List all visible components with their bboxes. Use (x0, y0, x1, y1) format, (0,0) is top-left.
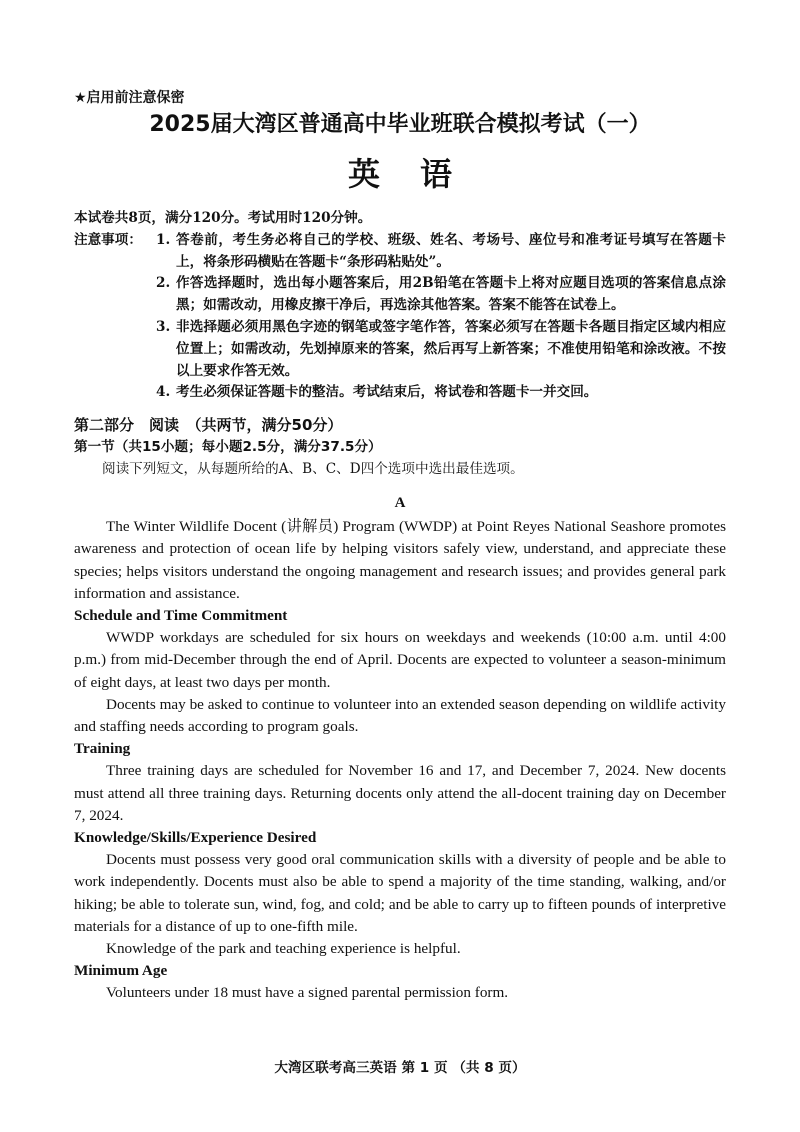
notice-list (156, 230, 726, 404)
training-paragraph: Three training days are scheduled for November 16 and 17, and December 7, 2024. New docents must attend all three training days. Returning docents only attend the all-docent training day on December 7, 2024. (74, 762, 726, 824)
section-heading: 第一节（共15小题；每小题2.5分，满分37.5分） (74, 439, 382, 456)
passage-intro: The Winter Wildlife Docent (讲解员) Program (WWDP) at Point Reyes National Seashore promotes awareness and protection of ocean life by helping visitors safely view, understand, and appreciate these species; helps visitors understand the ongoing management and research issues; and provides general park information and assistance. (74, 518, 726, 602)
confidential-mark: ★启用前注意保密 (74, 90, 185, 106)
notice-item (156, 230, 726, 274)
notice-number: 4. (156, 384, 171, 401)
notice-text: 作答选择题时，选出每小题答案后，用2B铅笔在答题卡上将对应题目选项的答案信息点涂黑；如需改动，用橡皮擦干净后，再选涂其他答案。答案不能答在试卷上。 (176, 275, 726, 314)
exam-title: 2025届大湾区普通高中毕业班联合模拟考试（一） (149, 112, 651, 137)
notice-number: 2. (156, 275, 171, 292)
schedule-paragraph-1: WWDP workdays are scheduled for six hours on weekdays and weekends (10:00 a.m. until 4:00 p.m.) from mid-December through the end of April. Docents are expected to volunteer a season-minimum of eight days, at least two days per month. (74, 629, 726, 691)
passage-letter: A (394, 495, 406, 512)
page-footer: 大湾区联考高三英语 第 1 页 （共 8 页） (274, 1060, 526, 1076)
subject-title: 英语 (347, 155, 492, 193)
notice-item (156, 273, 726, 317)
exam-instructions (74, 208, 726, 404)
schedule-heading: Schedule and Time Commitment (74, 606, 288, 624)
age-heading: Minimum Age (74, 962, 168, 980)
knowledge-paragraph-2: Knowledge of the park and teaching experience is helpful. (106, 940, 461, 958)
schedule-paragraph-2: Docents may be asked to continue to volunteer into an extended season depending on wildlife activity and staffing needs according to program goals. (74, 695, 726, 735)
notice-item (156, 382, 726, 404)
notice-text: 非选择题必须用黑色字迹的钢笔或签字笔作答，答案必须写在答题卡各题目指定区域内相应位置上；如需改动，先划掉原来的答案，然后再写上新答案；不准使用铅笔和涂改液。不按以上要求作答无效。 (176, 318, 726, 379)
notice-block (74, 230, 726, 404)
reading-instruction: 阅读下列短文，从每题所给的A、B、C、D四个选项中选出最佳选项。 (102, 461, 524, 478)
notice-label: 注意事项： (74, 231, 142, 248)
training-heading: Training (74, 740, 131, 758)
reading-passage (74, 516, 726, 1004)
knowledge-paragraph-1: Docents must possess very good oral communication skills with a diversity of people and be able to work independently. Docents must also be able to spend a majority of the time standing, walking, and/or hiking; be able to tolerate sun, wind, fog, and cold; and be able to carry up to fifteen pounds of interpretive materials for a distance of up to one-fifth mile. (74, 851, 726, 935)
notice-item (156, 317, 726, 382)
notice-number: 3. (156, 318, 171, 335)
age-paragraph: Volunteers under 18 must have a signed parental permission form. (106, 984, 509, 1002)
exam-summary: 本试卷共8页，满分120分。考试用时120分钟。 (74, 210, 372, 226)
notice-text: 考生必须保证答题卡的整洁。考试结束后，将试卷和答题卡一并交回。 (176, 384, 598, 401)
notice-text: 答卷前，考生务必将自己的学校、班级、姓名、考场号、座位号和准考证号填写在答题卡上，将条形码横贴在答题卡“条形码粘贴处”。 (176, 231, 726, 270)
notice-number: 1. (156, 231, 171, 248)
part-heading: 第二部分 阅读 （共两节，满分50分） (74, 416, 343, 435)
knowledge-heading: Knowledge/Skills/Experience Desired (74, 829, 317, 847)
